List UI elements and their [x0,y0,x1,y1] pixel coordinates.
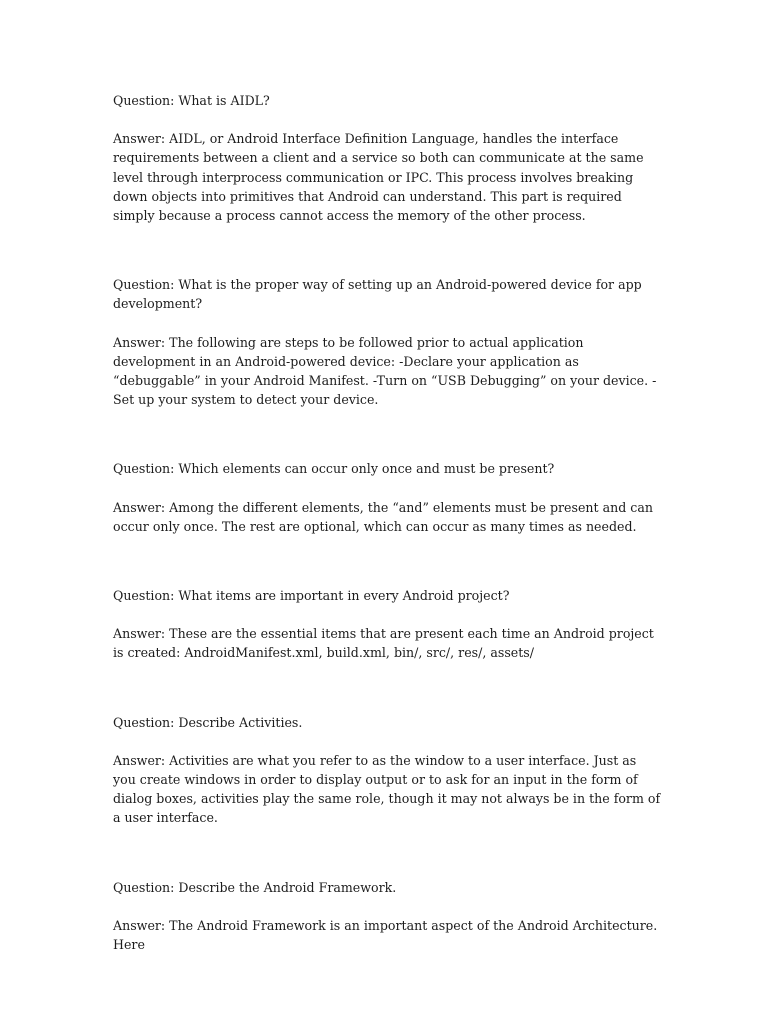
question-text: Question: Which elements can occur only once and must be present? [113,461,555,477]
answer-text: Answer: The following are steps to be followed prior to actual application development in an Android-powered device: -Declare your application as “debuggable” in your Android Manifest. -Turn on “USB Debugging” on your device. -Set up your system to detect your device. [113,334,657,408]
document-body [113,91,661,1004]
qa-item-framework [113,878,661,955]
answer-text: Answer: These are the essential items that are present each time an Android project is created: AndroidManifest.xml, build.xml, bin/, src/, res/, assets/ [113,626,654,661]
question-text: Question: What is AIDL? [113,93,270,108]
answer-text: Answer: AIDL, or Android Interface Definition Language, handles the interface requirements between a client and a service so both can communicate at the same level through interprocess communication or IPC. This process involves breaking down objects into primitives that Android can understand. This part is required simply because a process cannot access the memory of the other process. [113,131,644,224]
qa-item-aidl [113,91,661,225]
qa-item-activities [113,713,661,828]
qa-item-project-items [113,586,661,663]
qa-item-device-setup [113,275,661,409]
question-text: Question: Describe the Android Framework. [113,879,397,895]
question-text: Question: Describe Activities. [113,714,303,730]
question-text: Question: What is the proper way of setting up an Android-powered device for app development? [113,277,642,312]
question-text: Question: What items are important in every Android project? [113,588,510,604]
answer-text: Answer: Among the different elements, the “and” elements must be present and can occur only once. The rest are optional, which can occur as many times as needed. [113,499,653,534]
qa-item-required-elements [113,459,661,536]
answer-text: Answer: Activities are what you refer to as the window to a user interface. Just as you create windows in order to display output or to ask for an input in the form of dialog boxes, activities play the same role, though it may not always be in the form of a user interface. [113,752,661,826]
answer-text: Answer: The Android Framework is an important aspect of the Android Architecture. Here [113,917,658,953]
